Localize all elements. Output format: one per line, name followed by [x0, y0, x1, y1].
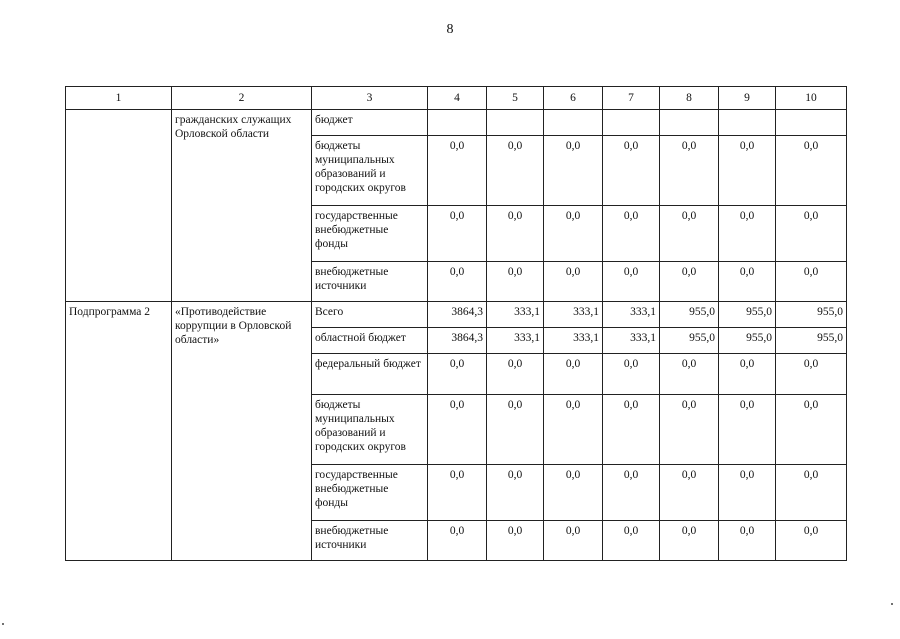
- source-label: государственные внебюджетные фонды: [312, 206, 428, 262]
- value-cell: 0,0: [603, 262, 660, 302]
- value-cell: 0,0: [487, 136, 544, 206]
- value-cell: 0,0: [487, 354, 544, 395]
- value-cell: 3864,3: [428, 328, 487, 354]
- program-title-cell: «Противодействие коррупции в Орловской области»: [172, 302, 312, 561]
- value-cell: 333,1: [544, 328, 603, 354]
- value-cell: 0,0: [428, 262, 487, 302]
- value-cell: 0,0: [660, 465, 719, 521]
- value-cell: 955,0: [719, 302, 776, 328]
- value-cell: 0,0: [544, 136, 603, 206]
- value-cell: 3864,3: [428, 302, 487, 328]
- value-cell: 0,0: [487, 262, 544, 302]
- value-cell: 955,0: [660, 328, 719, 354]
- value-cell: 333,1: [603, 302, 660, 328]
- value-cell: 0,0: [603, 395, 660, 465]
- value-cell: 955,0: [660, 302, 719, 328]
- page-number: 8: [446, 22, 454, 37]
- value-cell: 333,1: [487, 302, 544, 328]
- value-cell: 0,0: [544, 206, 603, 262]
- value-cell: 333,1: [544, 302, 603, 328]
- source-label: внебюджетные источники: [312, 521, 428, 561]
- value-cell: 0,0: [776, 521, 847, 561]
- value-cell: [428, 110, 487, 136]
- value-cell: 333,1: [603, 328, 660, 354]
- value-cell: 0,0: [428, 521, 487, 561]
- value-cell: 0,0: [660, 262, 719, 302]
- value-cell: 0,0: [660, 395, 719, 465]
- value-cell: [544, 110, 603, 136]
- source-label: бюджеты муниципальных образований и городских округов: [312, 395, 428, 465]
- value-cell: [603, 110, 660, 136]
- header-cell: 9: [719, 87, 776, 110]
- table-row: [66, 302, 847, 328]
- value-cell: 0,0: [487, 465, 544, 521]
- header-cell: 10: [776, 87, 847, 110]
- value-cell: 0,0: [603, 354, 660, 395]
- table-row: [66, 110, 847, 136]
- value-cell: [719, 110, 776, 136]
- scan-speck: [891, 603, 893, 605]
- source-label: областной бюджет: [312, 328, 428, 354]
- header-cell: 7: [603, 87, 660, 110]
- value-cell: 0,0: [660, 136, 719, 206]
- header-cell: 1: [66, 87, 172, 110]
- value-cell: 0,0: [428, 206, 487, 262]
- value-cell: [776, 110, 847, 136]
- value-cell: [487, 110, 544, 136]
- source-label: государственные внебюджетные фонды: [312, 465, 428, 521]
- header-cell: 5: [487, 87, 544, 110]
- value-cell: 0,0: [719, 136, 776, 206]
- program-cell: [66, 110, 172, 302]
- value-cell: 0,0: [719, 521, 776, 561]
- value-cell: 0,0: [776, 395, 847, 465]
- source-label: бюджеты муниципальных образований и городских округов: [312, 136, 428, 206]
- header-cell: 2: [172, 87, 312, 110]
- source-label: федеральный бюджет: [312, 354, 428, 395]
- value-cell: 0,0: [428, 354, 487, 395]
- program-cell: Подпрограмма 2: [66, 302, 172, 561]
- value-cell: 0,0: [603, 521, 660, 561]
- value-cell: 0,0: [660, 521, 719, 561]
- value-cell: 0,0: [776, 354, 847, 395]
- value-cell: 0,0: [544, 521, 603, 561]
- source-label: бюджет: [312, 110, 428, 136]
- scan-speck: [2, 623, 4, 625]
- value-cell: 0,0: [603, 465, 660, 521]
- header-row: [66, 87, 847, 110]
- value-cell: 0,0: [544, 262, 603, 302]
- value-cell: 0,0: [428, 136, 487, 206]
- value-cell: 0,0: [660, 206, 719, 262]
- source-label: Всего: [312, 302, 428, 328]
- value-cell: 0,0: [719, 395, 776, 465]
- value-cell: 0,0: [776, 262, 847, 302]
- value-cell: 0,0: [776, 465, 847, 521]
- value-cell: 0,0: [487, 395, 544, 465]
- value-cell: 955,0: [776, 328, 847, 354]
- value-cell: 0,0: [660, 354, 719, 395]
- header-cell: 4: [428, 87, 487, 110]
- value-cell: 0,0: [603, 136, 660, 206]
- value-cell: 0,0: [776, 206, 847, 262]
- value-cell: 955,0: [719, 328, 776, 354]
- value-cell: 0,0: [719, 262, 776, 302]
- header-cell: 8: [660, 87, 719, 110]
- value-cell: 0,0: [719, 354, 776, 395]
- source-label: внебюджетные источники: [312, 262, 428, 302]
- value-cell: 0,0: [603, 206, 660, 262]
- value-cell: 0,0: [544, 395, 603, 465]
- header-cell: 6: [544, 87, 603, 110]
- program-title-cell: гражданских служащих Орловской области: [172, 110, 312, 302]
- value-cell: 0,0: [776, 136, 847, 206]
- value-cell: 0,0: [719, 465, 776, 521]
- header-cell: 3: [312, 87, 428, 110]
- value-cell: 333,1: [487, 328, 544, 354]
- value-cell: 0,0: [544, 465, 603, 521]
- value-cell: 0,0: [428, 395, 487, 465]
- budget-table: [65, 86, 847, 561]
- value-cell: 0,0: [487, 206, 544, 262]
- value-cell: 0,0: [544, 354, 603, 395]
- value-cell: 0,0: [428, 465, 487, 521]
- value-cell: [660, 110, 719, 136]
- value-cell: 0,0: [487, 521, 544, 561]
- value-cell: 955,0: [776, 302, 847, 328]
- value-cell: 0,0: [719, 206, 776, 262]
